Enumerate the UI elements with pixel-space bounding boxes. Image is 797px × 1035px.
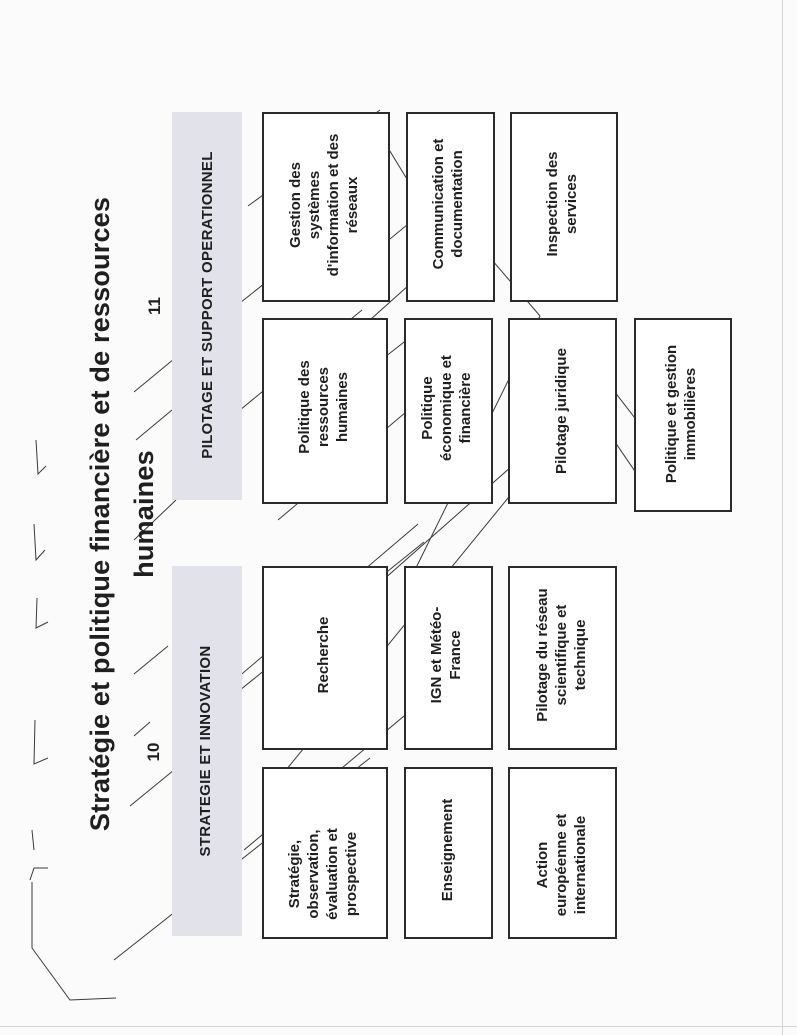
box-politique-rh-label: Politique des ressources humaines <box>295 360 351 454</box>
box-recherche-label: Recherche <box>314 616 332 694</box>
box-pilotage-reseau-label: Pilotage du réseau scientifique et technique <box>533 588 589 722</box>
box-pilotage-juridique-label: Pilotage juridique <box>552 348 570 474</box>
box-gestion-si-label: Gestion des systèmes d'information et des réseaux <box>287 133 361 277</box>
group-number-11: 11 <box>145 297 164 315</box>
box-politique-eco-label: Politique économique et financière <box>418 355 474 461</box>
box-inspection-label: Inspection des services <box>544 151 580 257</box>
group-label-strategie-innovation: STRATEGIE ET INNOVATION <box>197 645 214 857</box>
page-title: Stratégie et politique financière et de ressources humaines <box>85 196 159 832</box>
box-communication-label: Communication et documentation <box>430 138 466 270</box>
box-enseignement-label: Enseignement <box>438 798 456 902</box>
box-politique-immo-label: Politique et gestion immobilières <box>663 344 699 484</box>
box-action-label: Action européenne et internationale <box>533 813 589 917</box>
box-strategie-label: Stratégie, observation, évaluation et prospective <box>286 828 360 920</box>
box-ign-label: IGN et Météo- France <box>428 606 464 704</box>
group-label-pilotage-support: PILOTAGE ET SUPPORT OPERATIONNEL <box>199 151 216 459</box>
group-number-10: 10 <box>144 742 163 762</box>
